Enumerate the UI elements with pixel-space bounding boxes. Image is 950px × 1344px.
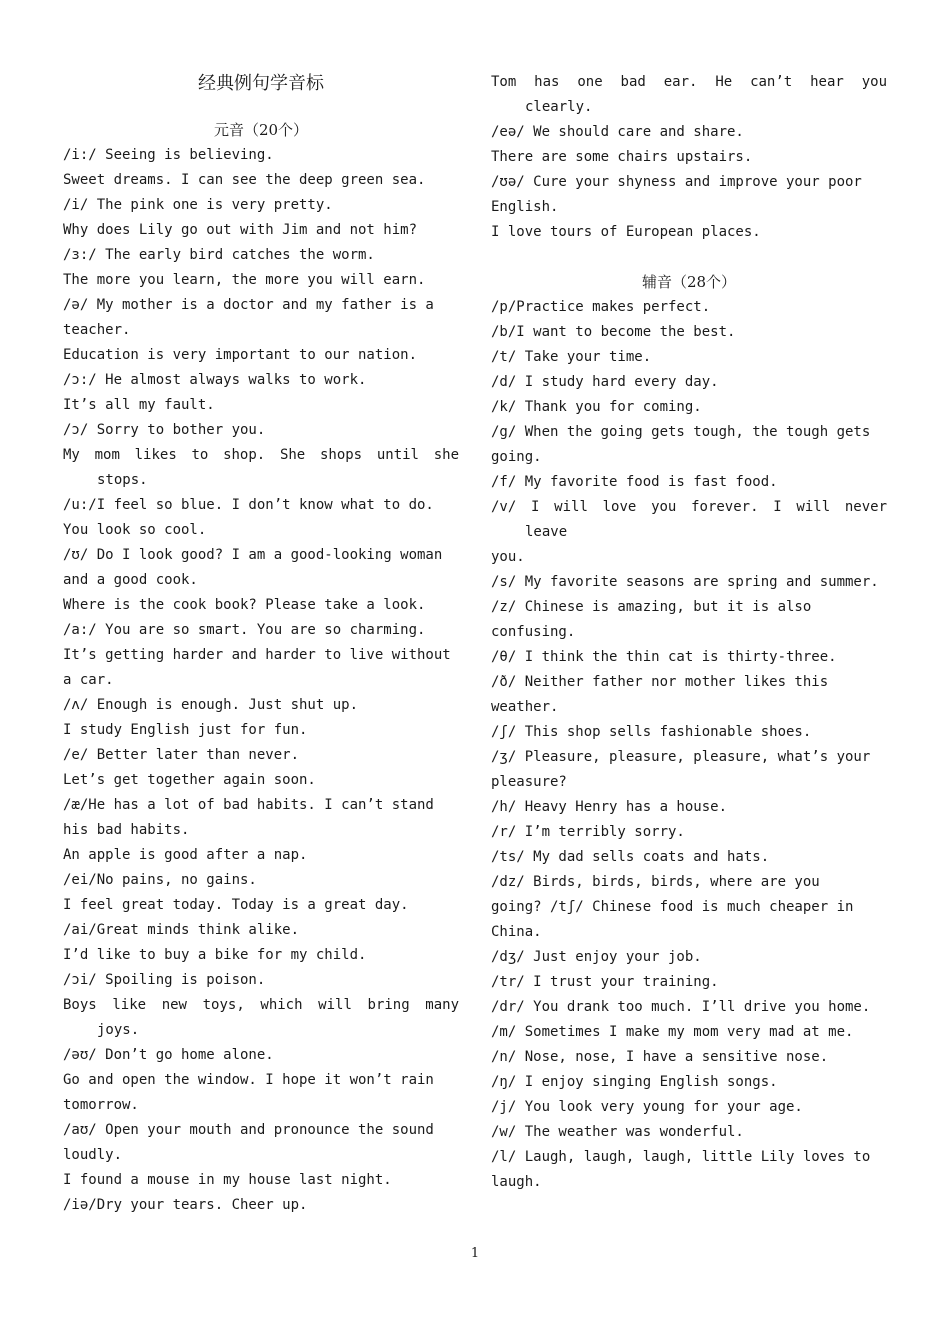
- example-line: /i/ The pink one is very pretty.: [63, 197, 333, 213]
- example-line: /æ/He has a lot of bad habits. I can’t stand: [63, 797, 434, 813]
- example-line: The more you learn, the more you will earn.: [63, 272, 426, 288]
- example-line: /ɜ:/ The early bird catches the worm.: [63, 247, 375, 263]
- example-line: /eə/ We should care and share.: [491, 124, 744, 140]
- example-line: Tom has one bad ear. He can’t hear you clearly.: [491, 74, 887, 115]
- example-line: /ɔ:/ He almost always walks to work.: [63, 372, 367, 388]
- example-line: /l/ Laugh, laugh, laugh, little Lily loves to: [491, 1149, 871, 1165]
- example-line: /r/ I’m terribly sorry.: [491, 824, 685, 840]
- example-line: Boys like new toys, which will bring many joys.: [63, 997, 459, 1038]
- example-line: /ts/ My dad sells coats and hats.: [491, 849, 770, 865]
- example-line: /a:/ You are so smart. You are so charming.: [63, 622, 426, 638]
- example-line: /ɔi/ Spoiling is poison.: [63, 972, 266, 988]
- example-line: /ai/Great minds think alike.: [63, 922, 300, 938]
- example-line: confusing.: [491, 624, 576, 640]
- example-line: /v/ I will love you forever. I will never leave: [491, 499, 887, 540]
- example-line: /ʌ/ Enough is enough. Just shut up.: [63, 697, 359, 713]
- example-line: /iə/Dry your tears. Cheer up.: [63, 1197, 308, 1213]
- example-line: /d/ I study hard every day.: [491, 374, 719, 390]
- document-title: 经典例句学音标: [198, 73, 324, 94]
- example-line: /ʒ/ Pleasure, pleasure, pleasure, what’s your: [491, 749, 871, 765]
- example-line: /dr/ You drank too much. I’ll drive you home.: [491, 999, 871, 1015]
- example-line: weather.: [491, 699, 559, 715]
- example-line: I’d like to buy a bike for my child.: [63, 947, 367, 963]
- example-line: Go and open the window. I hope it won’t rain: [63, 1072, 434, 1088]
- example-line: I feel great today. Today is a great day.: [63, 897, 409, 913]
- example-line: You look so cool.: [63, 522, 207, 538]
- example-line: going? /tʃ/ Chinese food is much cheaper in: [491, 899, 854, 915]
- example-line: /e/ Better later than never.: [63, 747, 300, 763]
- example-line: /ə/ My mother is a doctor and my father is a: [63, 297, 434, 313]
- example-line: tomorrow.: [63, 1097, 139, 1113]
- example-line: /f/ My favorite food is fast food.: [491, 474, 778, 490]
- left-column: [63, 70, 459, 1218]
- example-line: /ei/No pains, no gains.: [63, 872, 257, 888]
- example-line: going.: [491, 449, 542, 465]
- example-line: teacher.: [63, 322, 131, 338]
- example-line: /dʒ/ Just enjoy your job.: [491, 949, 702, 965]
- example-line: It’s all my fault.: [63, 397, 215, 413]
- example-line: I found a mouse in my house last night.: [63, 1172, 392, 1188]
- example-line: /s/ My favorite seasons are spring and summer.: [491, 574, 879, 590]
- example-line: English.: [491, 199, 559, 215]
- example-line: /əʊ/ Don’t go home alone.: [63, 1047, 274, 1063]
- example-line: /ð/ Neither father nor mother likes this: [491, 674, 829, 690]
- vowel-examples: [63, 143, 459, 1218]
- example-line: /ɔ/ Sorry to bother you.: [63, 422, 266, 438]
- example-line: /k/ Thank you for coming.: [491, 399, 702, 415]
- example-line: /m/ Sometimes I make my mom very mad at me.: [491, 1024, 854, 1040]
- example-line: /g/ When the going gets tough, the tough gets: [491, 424, 871, 440]
- example-line: /j/ You look very young for your age.: [491, 1099, 803, 1115]
- example-line: /ʊ/ Do I look good? I am a good-looking woman: [63, 547, 443, 563]
- example-line: Education is very important to our nation.: [63, 347, 418, 363]
- example-line: /ŋ/ I enjoy singing English songs.: [491, 1074, 778, 1090]
- right-column: [491, 70, 887, 1195]
- example-line: There are some chairs upstairs.: [491, 149, 753, 165]
- vowels-heading: 元音（20个）: [213, 121, 309, 139]
- example-line: Where is the cook book? Please take a look.: [63, 597, 426, 613]
- example-line: /p/Practice makes perfect.: [491, 299, 711, 315]
- example-line: /h/ Heavy Henry has a house.: [491, 799, 728, 815]
- example-line: Sweet dreams. I can see the deep green sea.: [63, 172, 426, 188]
- example-line: laugh.: [491, 1174, 542, 1190]
- consonants-heading: 辅音（28个）: [641, 273, 737, 291]
- example-line: Let’s get together again soon.: [63, 772, 316, 788]
- example-line: his bad habits.: [63, 822, 190, 838]
- example-line: a car.: [63, 672, 114, 688]
- example-line: China.: [491, 924, 542, 940]
- example-line: /dz/ Birds, birds, birds, where are you: [491, 874, 820, 890]
- example-line: /θ/ I think the thin cat is thirty-three.: [491, 649, 837, 665]
- consonant-examples: [491, 295, 887, 1195]
- example-line: /aʊ/ Open your mouth and pronounce the sound: [63, 1122, 434, 1138]
- example-line: /b/I want to become the best.: [491, 324, 736, 340]
- example-line: loudly.: [63, 1147, 123, 1163]
- example-line: I love tours of European places.: [491, 224, 761, 240]
- example-line: /u:/I feel so blue. I don’t know what to do.: [63, 497, 434, 513]
- example-line: you.: [491, 549, 525, 565]
- example-line: /t/ Take your time.: [491, 349, 652, 365]
- example-line: /ʊə/ Cure your shyness and improve your poor: [491, 174, 862, 190]
- example-line: /ʃ/ This shop sells fashionable shoes.: [491, 724, 812, 740]
- example-line: An apple is good after a nap.: [63, 847, 308, 863]
- example-line: pleasure?: [491, 774, 567, 790]
- example-line: Why does Lily go out with Jim and not him?: [63, 222, 418, 238]
- page-number: 1: [470, 1246, 480, 1261]
- example-line: My mom likes to shop. She shops until she stops.: [63, 447, 459, 488]
- example-line: /n/ Nose, nose, I have a sensitive nose.: [491, 1049, 829, 1065]
- example-line: /w/ The weather was wonderful.: [491, 1124, 744, 1140]
- section-gap: [491, 245, 887, 270]
- example-line: and a good cook.: [63, 572, 198, 588]
- example-line: /z/ Chinese is amazing, but it is also: [491, 599, 812, 615]
- example-line: /tr/ I trust your training.: [491, 974, 719, 990]
- example-line: I study English just for fun.: [63, 722, 308, 738]
- example-line: It’s getting harder and harder to live without: [63, 647, 451, 663]
- vowel-examples-continued: [491, 70, 887, 245]
- example-line: /i:/ Seeing is believing.: [63, 147, 274, 163]
